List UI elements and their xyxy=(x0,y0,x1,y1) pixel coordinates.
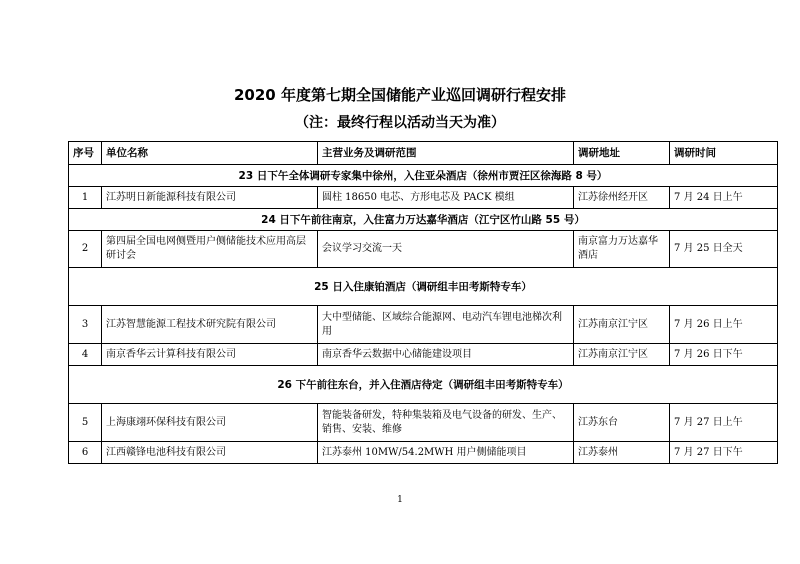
cell-no: 1 xyxy=(69,187,102,209)
cell-address: 江苏东台 xyxy=(574,404,670,442)
schedule-table xyxy=(68,141,778,464)
cell-no: 6 xyxy=(69,442,102,464)
section-label: 24 日下午前往南京，入住富力万达嘉华酒店（江宁区竹山路 55 号） xyxy=(69,209,778,231)
cell-unit-name: 南京香华云计算科技有限公司 xyxy=(102,344,318,366)
cell-unit-name: 江西赣锋电池科技有限公司 xyxy=(102,442,318,464)
table-row xyxy=(69,306,778,344)
cell-time: 7 月 27 日上午 xyxy=(670,404,778,442)
cell-no: 4 xyxy=(69,344,102,366)
table-row xyxy=(69,344,778,366)
section-row xyxy=(69,268,778,306)
table-header-row xyxy=(69,142,778,165)
cell-scope: 智能装备研发，特种集装箱及电气设备的研发、生产、销售、安装、维修 xyxy=(318,404,574,442)
table-row xyxy=(69,187,778,209)
document-subtitle: （注：最终行程以活动当天为准） xyxy=(295,115,505,131)
table-row xyxy=(69,231,778,268)
cell-address: 江苏南京江宁区 xyxy=(574,344,670,366)
cell-time: 7 月 26 日下午 xyxy=(670,344,778,366)
cell-time: 7 月 27 日下午 xyxy=(670,442,778,464)
header-address: 调研地址 xyxy=(574,142,670,165)
page-number: 1 xyxy=(397,495,403,505)
header-unit-name: 单位名称 xyxy=(102,142,318,165)
section-row xyxy=(69,366,778,404)
header-time: 调研时间 xyxy=(670,142,778,165)
cell-scope: 圆柱 18650 电芯、方形电芯及 PACK 模组 xyxy=(318,187,574,209)
cell-time: 7 月 26 日上午 xyxy=(670,306,778,344)
section-row xyxy=(69,209,778,231)
header-no: 序号 xyxy=(69,142,102,165)
cell-address: 江苏徐州经开区 xyxy=(574,187,670,209)
cell-time: 7 月 25 日全天 xyxy=(670,231,778,268)
cell-address: 江苏泰州 xyxy=(574,442,670,464)
table-row xyxy=(69,442,778,464)
section-label: 26 下午前往东台，并入住酒店待定（调研组丰田考斯特专车） xyxy=(69,366,778,404)
cell-address: 江苏南京江宁区 xyxy=(574,306,670,344)
table-row xyxy=(69,404,778,442)
section-label: 23 日下午全体调研专家集中徐州，入住亚朵酒店（徐州市贾汪区徐海路 8 号） xyxy=(69,165,778,187)
cell-scope: 江苏泰州 10MW/54.2MWH 用户侧储能项目 xyxy=(318,442,574,464)
cell-address: 南京富力万达嘉华酒店 xyxy=(574,231,670,268)
section-row xyxy=(69,165,778,187)
document-title: 2020 年度第七期全国储能产业巡回调研行程安排 xyxy=(234,86,566,104)
cell-no: 3 xyxy=(69,306,102,344)
section-label: 25 日入住康铂酒店（调研组丰田考斯特专车） xyxy=(69,268,778,306)
cell-unit-name: 第四届全国电网侧暨用户侧储能技术应用高层研讨会 xyxy=(102,231,318,268)
cell-scope: 南京香华云数据中心储能建设项目 xyxy=(318,344,574,366)
cell-scope: 大中型储能、区域综合能源网、电动汽车锂电池梯次利用 xyxy=(318,306,574,344)
cell-no: 2 xyxy=(69,231,102,268)
cell-unit-name: 江苏智慧能源工程技术研究院有限公司 xyxy=(102,306,318,344)
cell-unit-name: 江苏明日新能源科技有限公司 xyxy=(102,187,318,209)
cell-time: 7 月 24 日上午 xyxy=(670,187,778,209)
header-scope: 主营业务及调研范围 xyxy=(318,142,574,165)
cell-scope: 会议学习交流一天 xyxy=(318,231,574,268)
cell-unit-name: 上海康翊环保科技有限公司 xyxy=(102,404,318,442)
cell-no: 5 xyxy=(69,404,102,442)
